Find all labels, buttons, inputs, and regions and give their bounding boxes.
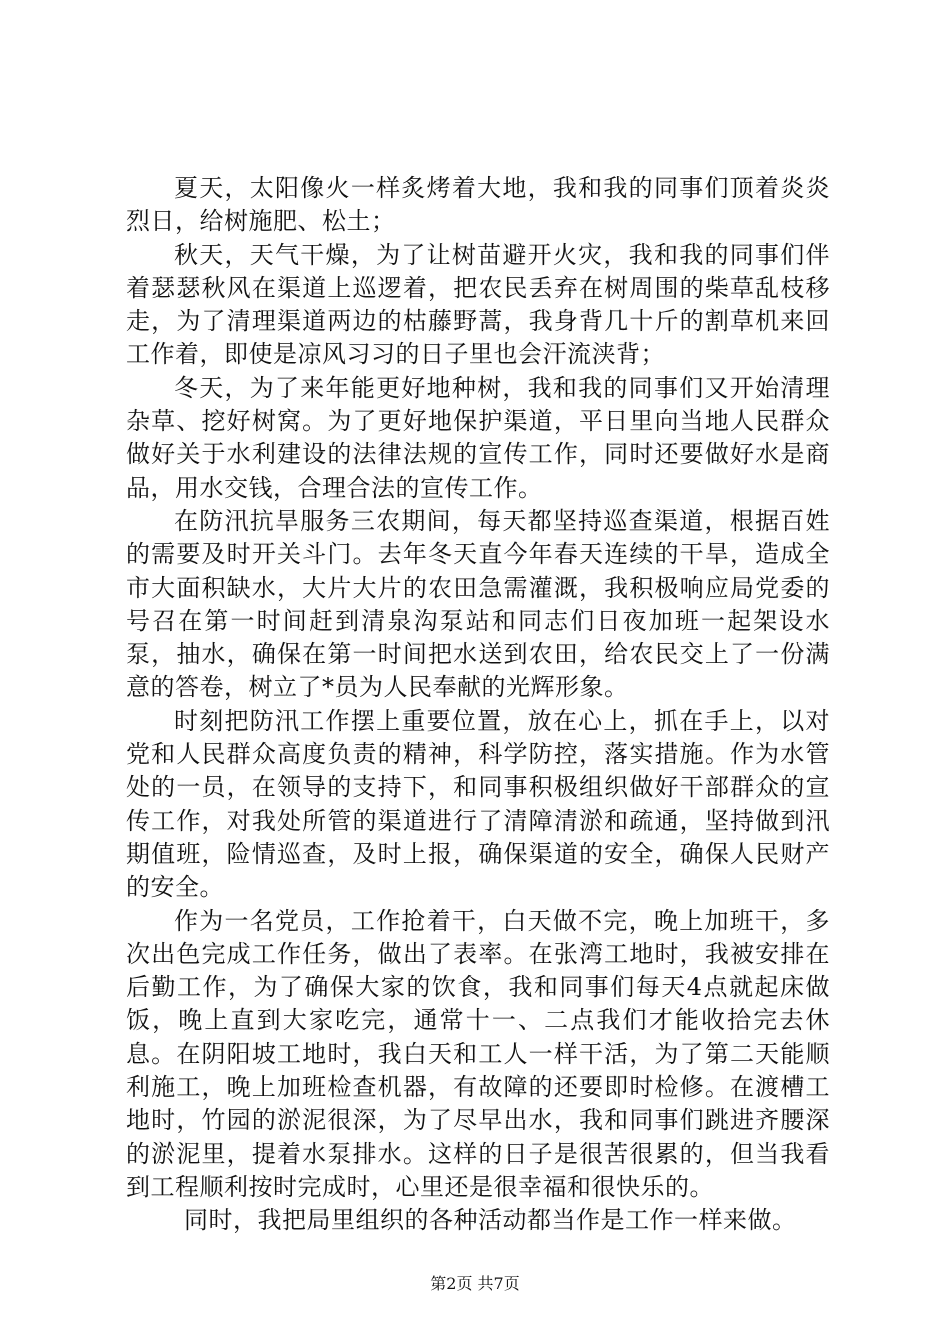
paragraph-autumn: 秋天，天气干燥，为了让树苗避开火灾，我和我的同事们伴着瑟瑟秋风在渠道上巡逻着，把农民丢弃在树周围的柴草乱枝移走，为了清理渠道两边的枯藤野蒿，我身背几十斤的割草机来回工作着，即使是凉风习习的日子里也会汗流浃背； bbox=[126, 240, 830, 369]
document-body bbox=[126, 172, 830, 1238]
paragraph-party-member: 作为一名党员，工作抢着干，白天做不完，晚上加班干，多次出色完成工作任务，做出了表率。在张湾工地时，我被安排在后勤工作，为了确保大家的饮食，我和同事们每天4点就起床做饭，晚上直到大家吃完，通常十一、二点我们才能收拾完去休息。在阴阳坡工地时，我白天和工人一样干活，为了第二天能顺利施工，晚上加班检查机器，有故障的还要即时检修。在渡槽工地时，竹园的淤泥很深，为了尽早出水，我和同事们跳进齐腰深的淤泥里，提着水泵排水。这样的日子是很苦很累的，但当我看到工程顺利按时完成时，心里还是很幸福和很快乐的。 bbox=[126, 906, 830, 1201]
page-number-footer: 第2页 共7页 bbox=[430, 1274, 520, 1293]
paragraph-activities: 同时，我把局里组织的各种活动都当作是工作一样来做。 bbox=[184, 1206, 797, 1235]
paragraph-winter: 冬天，为了来年能更好地种树，我和我的同事们又开始清理杂草、挖好树窝。为了更好地保护渠道，平日里向当地人民群众做好关于水利建设的法律法规的宣传工作，同时还要做好水是商品，用水交钱，合理合法的宣传工作。 bbox=[126, 373, 830, 502]
paragraph-flood-control: 时刻把防汛工作摆上重要位置，放在心上，抓在手上，以对党和人民群众高度负责的精神，科学防控，落实措施。作为水管处的一员，在领导的支持下，和同事积极组织做好干部群众的宣传工作，对我处所管的渠道进行了清障清淤和疏通，坚持做到汛期值班，险情巡查，及时上报，确保渠道的安全，确保人民财产的安全。 bbox=[126, 706, 830, 902]
paragraph-summer: 夏天，太阳像火一样炙烤着大地，我和我的同事们顶着炎炎烈日，给树施肥、松土； bbox=[126, 174, 830, 236]
paragraph-drought-relief: 在防汛抗旱服务三农期间，每天都坚持巡查渠道，根据百姓的需要及时开关斗门。去年冬天直今年春天连续的干旱，造成全市大面积缺水，大片大片的农田急需灌溉，我积极响应局党委的号召在第一时间赶到清泉沟泵站和同志们日夜加班一起架设水泵，抽水，确保在第一时间把水送到农田，给农民交上了一份满意的答卷，树立了*员为人民奉献的光辉形象。 bbox=[126, 506, 830, 702]
